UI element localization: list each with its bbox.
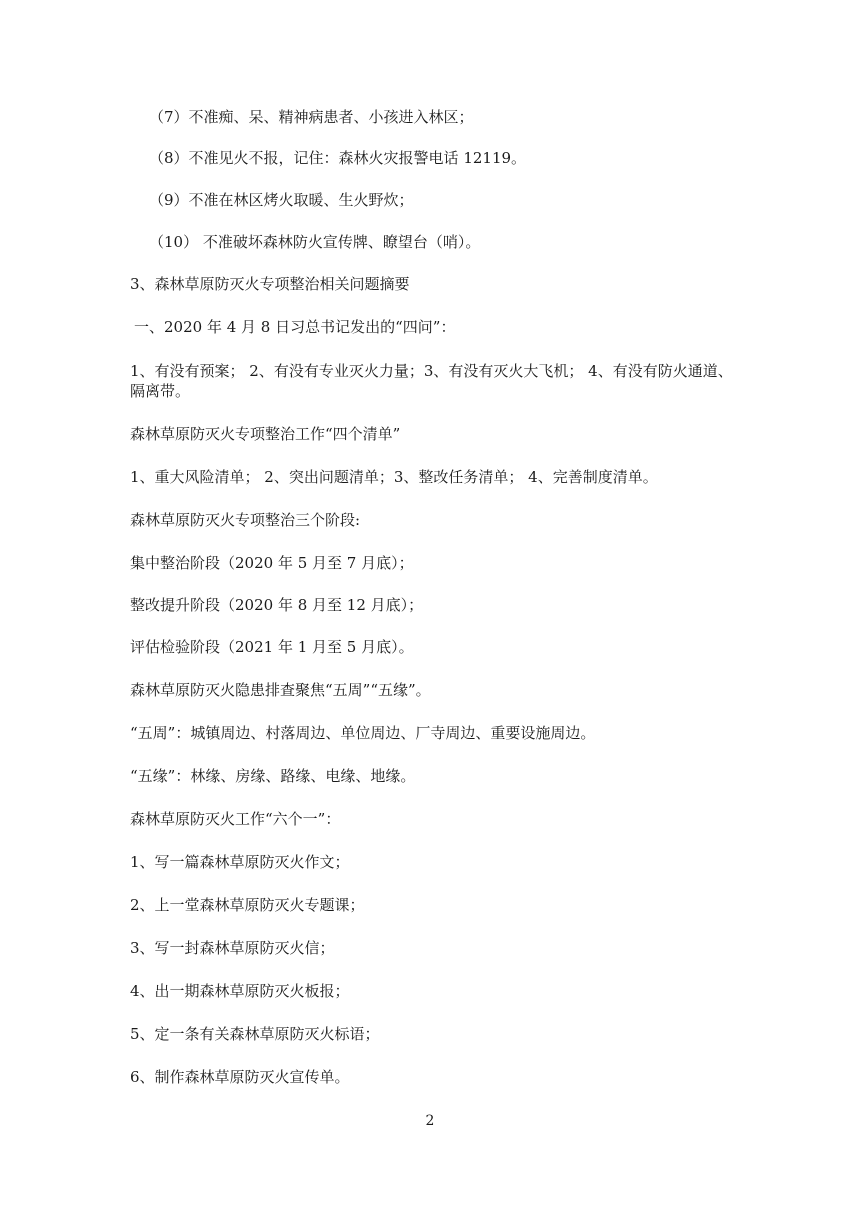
six-ones-item-2: 2、上一堂森林草原防灭火专题课； (130, 896, 365, 914)
six-ones-item-6: 6、制作森林草原防灭火宣传单。 (130, 1068, 350, 1086)
six-ones-item-3: 3、写一封森林草原防灭火信； (130, 939, 335, 957)
four-lists-heading: 森林草原防灭火专项整治工作“四个清单” (130, 425, 401, 443)
six-ones-item-1: 1、写一篇森林草原防灭火作文； (130, 853, 350, 871)
rule-item-8: （8）不准见火不报，记住：森林火灾报警电话 12119。 (149, 149, 527, 167)
three-stages-heading: 森林草原防灭火专项整治三个阶段: (130, 511, 361, 529)
rule-item-9: （9）不准在林区烤火取暖、生火野炊； (149, 191, 414, 209)
rule-item-10: （10） 不准破坏森林防火宣传牌、瞭望台（哨）。 (149, 233, 481, 251)
five-edges: “五缘”：林缘、房缘、路缘、电缘、地缘。 (130, 767, 416, 785)
four-lists-items: 1、重大风险清单； 2、突出问题清单；3、整改任务清单； 4、完善制度清单。 (130, 468, 658, 486)
four-questions-paragraph: 1、有没有预案； 2、有没有专业灭火力量；3、有没有灭火大飞机； 4、有没有防火通道、隔离带。 (130, 362, 733, 400)
hazard-focus-heading: 森林草原防灭火隐患排查聚焦“五周”“五缘”。 (130, 681, 431, 699)
five-surroundings: “五周”：城镇周边、村落周边、单位周边、厂寺周边、重要设施周边。 (130, 724, 596, 742)
six-ones-item-4: 4、出一期森林草原防灭火板报； (130, 982, 350, 1000)
page-number: 2 (425, 1113, 435, 1129)
rule-item-7: （7）不准痴、呆、精神病患者、小孩进入林区； (149, 108, 474, 126)
section-heading: 3、森林草原防灭火专项整治相关问题摘要 (130, 275, 410, 293)
six-ones-heading: 森林草原防灭火工作“六个一”： (130, 810, 341, 828)
stage-1: 集中整治阶段（2020 年 5 月至 7 月底）； (130, 554, 414, 572)
stage-2: 整改提升阶段（2020 年 8 月至 12 月底）； (130, 596, 424, 614)
stage-3: 评估检验阶段（2021 年 1 月至 5 月底）。 (130, 638, 414, 656)
subsection-heading: 一、2020 年 4 月 8 日习总书记发出的“四问”： (134, 318, 456, 336)
six-ones-item-5: 5、定一条有关森林草原防灭火标语； (130, 1025, 380, 1043)
